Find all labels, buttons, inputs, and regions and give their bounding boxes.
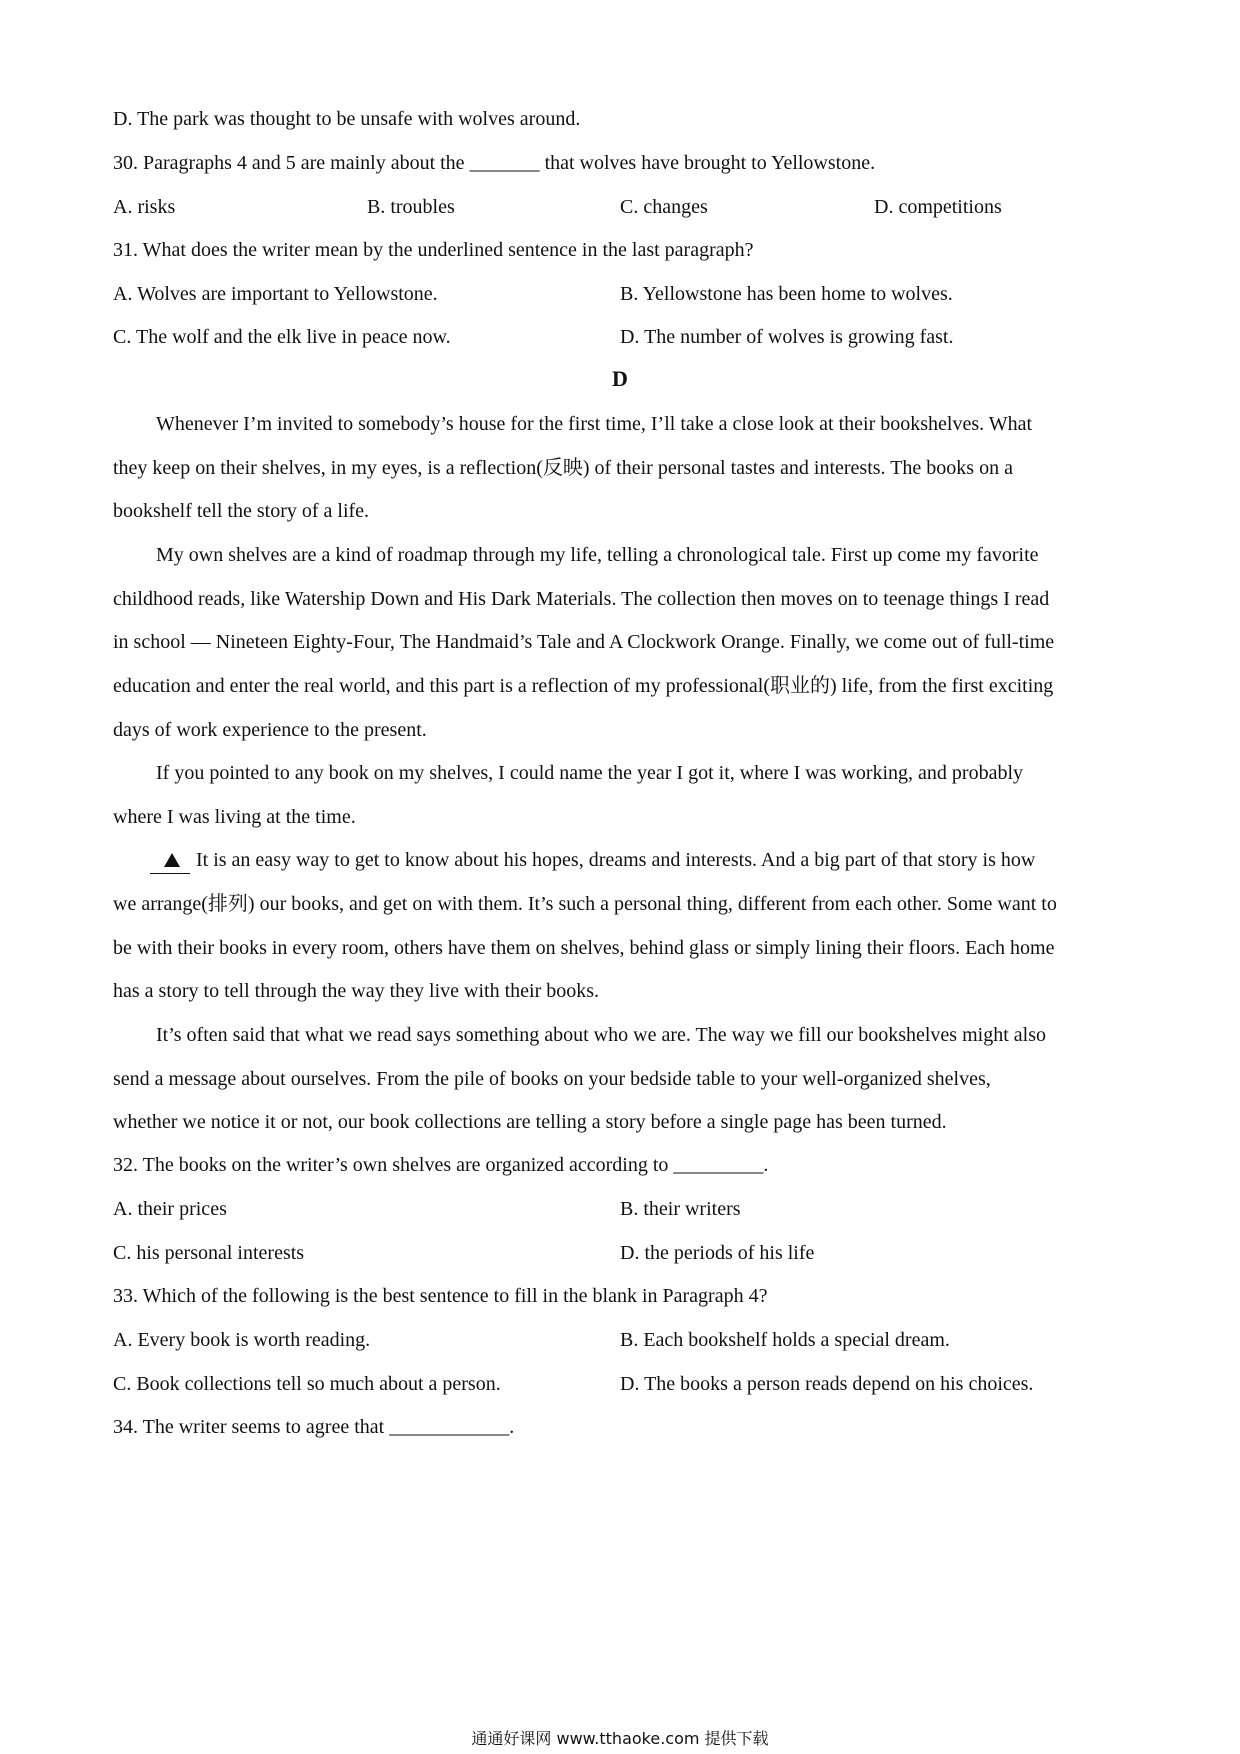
q30-option-a: A. risks — [113, 196, 176, 218]
passage-p4-line3: be with their books in every room, others have them on shelves, behind glass or simply lining their floors. Each home — [113, 937, 1055, 959]
q32-stem: 32. The books on the writer’s own shelves are organized according to _________. — [113, 1154, 769, 1176]
passage-p4-line1 — [150, 847, 1035, 874]
q33-option-b: B. Each bookshelf holds a special dream. — [620, 1329, 950, 1351]
triangle-icon — [164, 853, 180, 867]
passage-p2-line4: education and enter the real world, and this part is a reflection of my professional(职业的) life, from the first exciting — [113, 675, 1054, 697]
page-footer: 通通好课网 www.tthaoke.com 提供下载 — [471, 1729, 769, 1748]
passage-p5-line2: send a message about ourselves. From the pile of books on your bedside table to your well-organized shelves, — [113, 1068, 991, 1090]
passage-p1-line2: they keep on their shelves, in my eyes, is a reflection(反映) of their personal tastes and interests. The books on a — [113, 457, 1013, 479]
q33-option-d: D. The books a person reads depend on his choices. — [620, 1373, 1034, 1395]
passage-p4-line4: has a story to tell through the way they live with their books. — [113, 980, 600, 1002]
passage-p5-line1: It’s often said that what we read says something about who we are. The way we fill our bookshelves might also — [156, 1024, 1046, 1046]
q31-option-a: A. Wolves are important to Yellowstone. — [113, 283, 438, 305]
q33-stem: 33. Which of the following is the best sentence to fill in the blank in Paragraph 4? — [113, 1285, 768, 1307]
passage-p3-line2: where I was living at the time. — [113, 806, 356, 828]
passage-p2-line3: in school — Nineteen Eighty-Four, The Handmaid’s Tale and A Clockwork Orange. Finally, we come out of full-time — [113, 631, 1055, 653]
passage-p1-line3: bookshelf tell the story of a life. — [113, 500, 370, 522]
answer-blank — [150, 847, 190, 874]
q32-option-d: D. the periods of his life — [620, 1242, 815, 1264]
q33-option-c: C. Book collections tell so much about a person. — [113, 1373, 501, 1395]
q31-option-d: D. The number of wolves is growing fast. — [620, 326, 954, 348]
q30-option-b: B. troubles — [367, 196, 455, 218]
q30-option-d: D. competitions — [874, 196, 1002, 218]
passage-p3-line1: If you pointed to any book on my shelves, I could name the year I got it, where I was working, and probably — [156, 762, 1024, 784]
q32-option-b: B. their writers — [620, 1198, 741, 1220]
passage-p2-line5: days of work experience to the present. — [113, 719, 427, 741]
q34-stem: 34. The writer seems to agree that ____________. — [113, 1416, 515, 1438]
q31-option-c: C. The wolf and the elk live in peace now. — [113, 326, 451, 348]
q30-option-c: C. changes — [620, 196, 708, 218]
section-title: D — [612, 366, 628, 391]
q29-option-d: D. The park was thought to be unsafe with wolves around. — [113, 108, 581, 130]
passage-p4-line2: we arrange(排列) our books, and get on with them. It’s such a personal thing, different from each other. Some want to — [113, 893, 1057, 915]
passage-p1-line1: Whenever I’m invited to somebody’s house for the first time, I’ll take a close look at their bookshelves. What — [156, 413, 1033, 435]
passage-p4-line1-text: It is an easy way to get to know about his hopes, dreams and interests. And a big part of that story is how — [196, 849, 1036, 871]
q31-stem: 31. What does the writer mean by the underlined sentence in the last paragraph? — [113, 239, 754, 261]
passage-p2-line1: My own shelves are a kind of roadmap through my life, telling a chronological tale. First up come my favorite — [156, 544, 1039, 566]
q32-option-c: C. his personal interests — [113, 1242, 305, 1264]
q32-option-a: A. their prices — [113, 1198, 227, 1220]
q33-option-a: A. Every book is worth reading. — [113, 1329, 371, 1351]
q31-option-b: B. Yellowstone has been home to wolves. — [620, 283, 953, 305]
q30-stem: 30. Paragraphs 4 and 5 are mainly about the _______ that wolves have brought to Yellowstone. — [113, 152, 876, 174]
passage-p2-line2: childhood reads, like Watership Down and His Dark Materials. The collection then moves on to teenage things I read — [113, 588, 1050, 610]
passage-p5-line3: whether we notice it or not, our book collections are telling a story before a single page has been turned. — [113, 1111, 947, 1133]
